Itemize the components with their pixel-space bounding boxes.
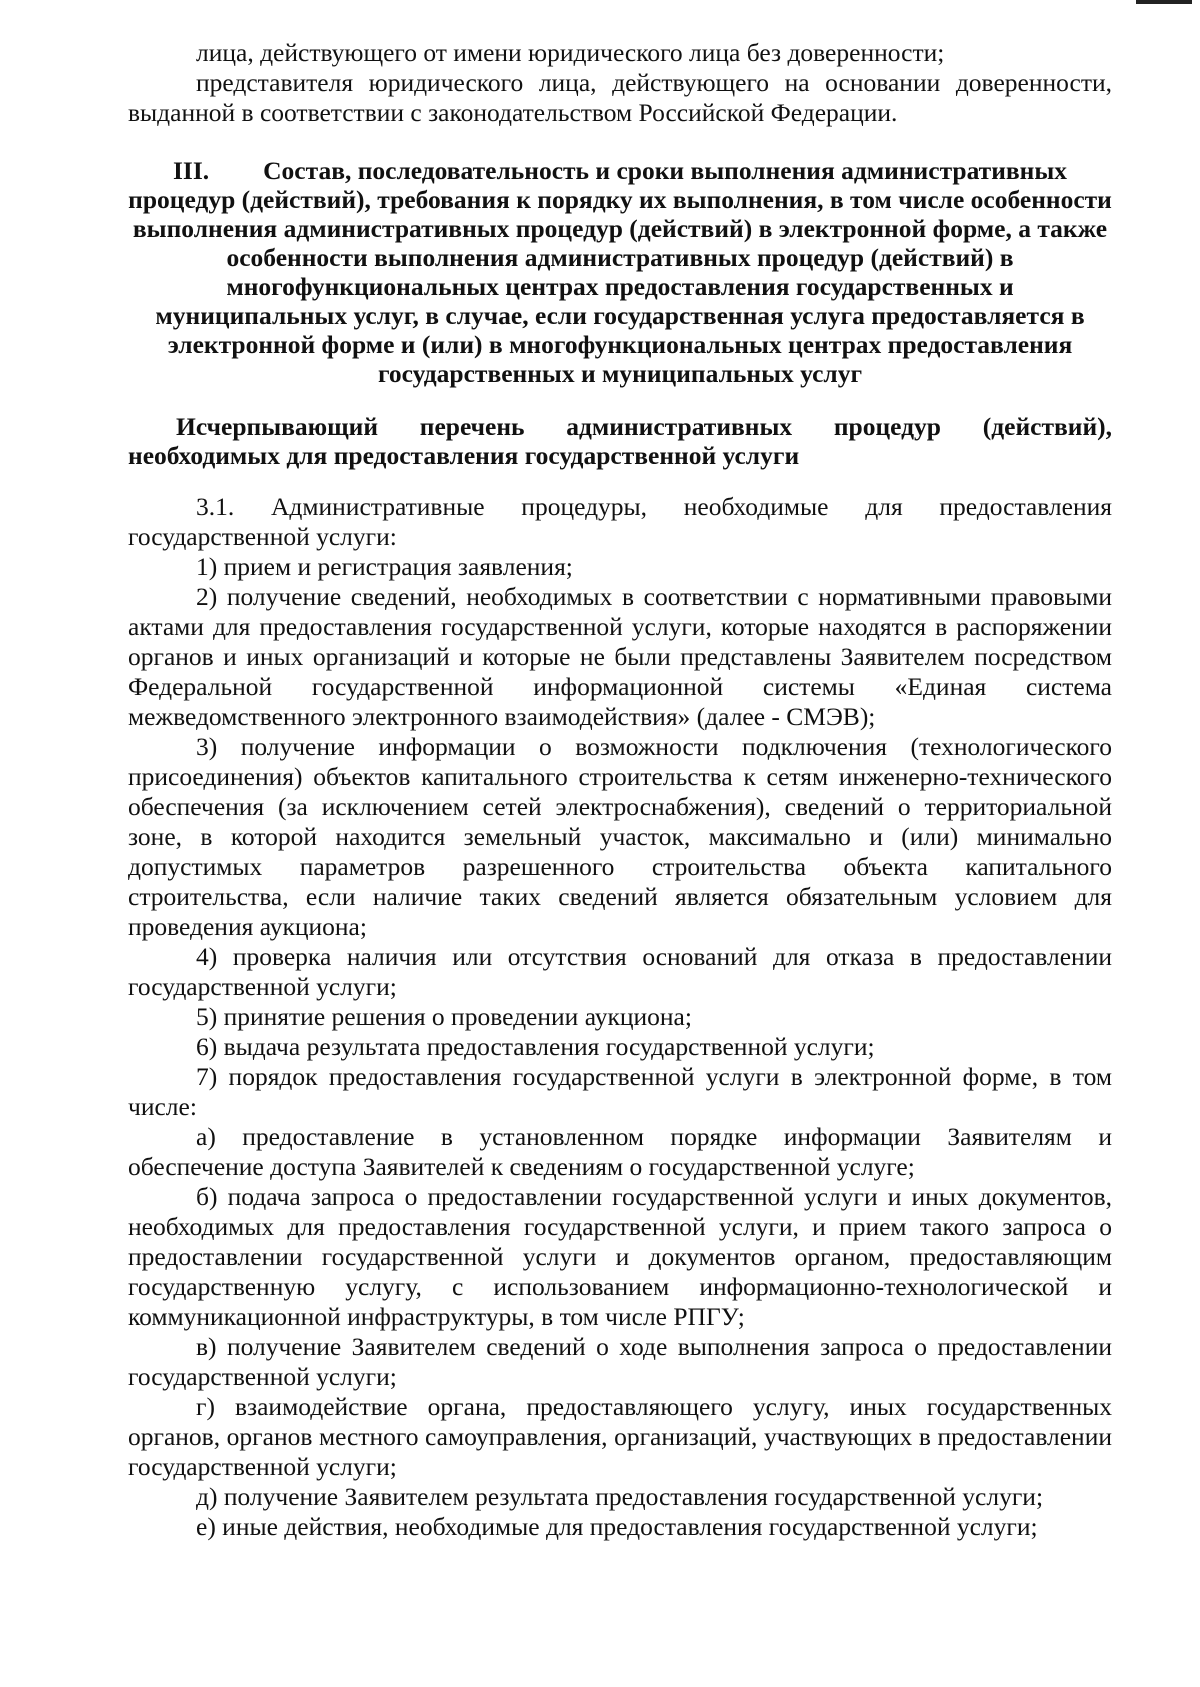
scan-edge-mark [1136,0,1192,4]
list-item: 2) получение сведений, необходимых в соответствии с нормативными правовыми актами для предоставления государственной услуги, которые находятся в распоряжении органов и иных организаций и которые не были представлены Заявителем посредством Федеральной государственной информационной системы «Единая система межведомственного электронного взаимодействия» (далее - СМЭВ); [128,582,1112,731]
section-number: III. [172,156,210,185]
sub-item: б) подача запроса о предоставлении государственной услуги и иных документов, необходимых для предоставления государственной услуги, и прием такого запроса о предоставлении государственной услуги и документов органом, предоставляющим государственную услугу, с использованием информационно-технологической и коммуникационной инфраструктуры, в том числе РПГУ; [128,1182,1112,1331]
sub-item: д) получение Заявителем результата предоставления государственной услуги; [196,1482,1044,1511]
intro-line-2: представителя юридического лица, действующего на основании доверенности, выданной в соответствии с законодательством Российской Федерации. [128,68,1112,127]
intro-line-1: лица, действующего от имени юридического лица без доверенности; [196,38,945,67]
list-item: 3) получение информации о возможности подключения (технологического присоединения) объектов капитального строительства к сетям инженерно-технического обеспечения (за исключением сетей электроснабжения), сведений о территориальной зоне, в которой находится земельный участок, максимально и (или) минимально допустимых параметров разрешенного строительства объекта капитального строительства, если наличие таких сведений является обязательным условием для проведения аукциона; [128,732,1112,941]
list-item: 1) прием и регистрация заявления; [196,552,573,581]
clause-3-1: 3.1. Административные процедуры, необходимые для предоставления государственной услуги: [128,492,1112,551]
list-item: 6) выдача результата предоставления государственной услуги; [196,1032,875,1061]
subheading: Исчерпывающий перечень административных процедур (действий), необходимых для предоставления государственной услуги [128,412,1112,470]
section-title-text: Состав, последовательность и сроки выполнения административных процедур (действий), требования к порядку их выполнения, в том числе особенности выполнения административных процедур (действий) в электронной форме, а также особенности выполнения административных процедур (действий) в многофункциональных центрах предоставления государственных и муниципальных услуг, в случае, если государственная услуга предоставляется в электронной форме и (или) в многофункциональных центрах предоставления государственных и муниципальных услуг [128,156,1112,388]
sub-item: в) получение Заявителем сведений о ходе выполнения запроса о предоставлении государственной услуги; [128,1332,1112,1391]
sub-item: е) иные действия, необходимые для предоставления государственной услуги; [196,1512,1038,1541]
sub-item: а) предоставление в установленном порядке информации Заявителям и обеспечение доступа Заявителей к сведениям о государственной услуге; [128,1122,1112,1181]
section-title [128,156,1112,388]
list-item: 4) проверка наличия или отсутствия оснований для отказа в предоставлении государственной услуги; [128,942,1112,1001]
list-item: 5) принятие решения о проведении аукциона; [196,1002,692,1031]
list-item: 7) порядок предоставления государственной услуги в электронной форме, в том числе: [128,1062,1112,1121]
sub-item: г) взаимодействие органа, предоставляющего услугу, иных государственных органов, органов местного самоуправления, организаций, участвующих в предоставлении государственной услуги; [128,1392,1112,1481]
